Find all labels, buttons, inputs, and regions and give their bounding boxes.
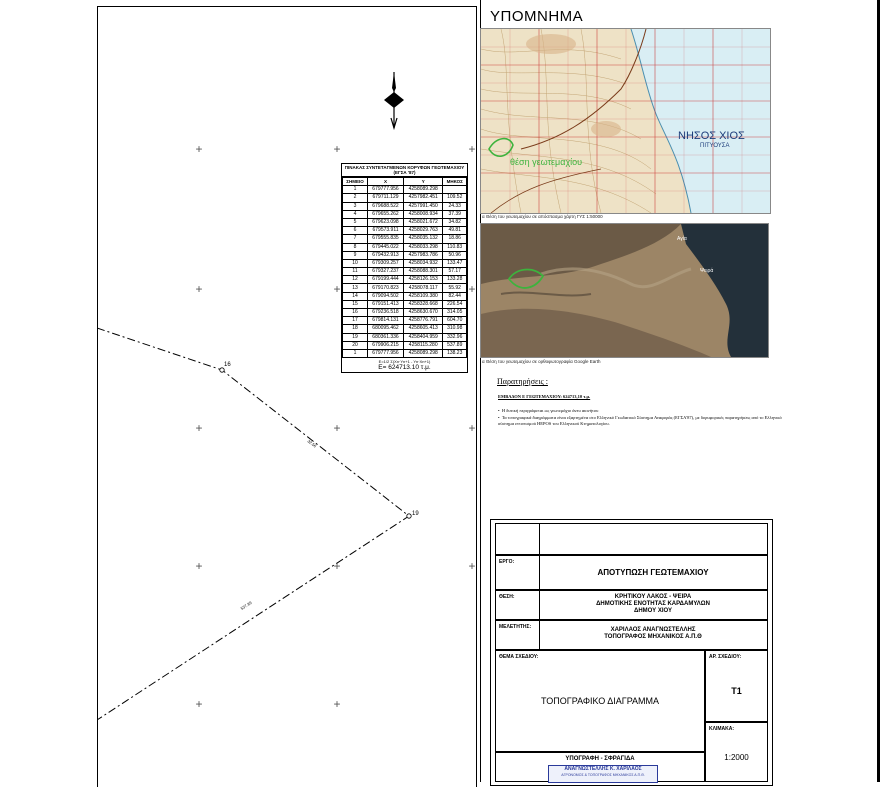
table-cell: 16 [343,309,368,317]
table-row [343,186,467,194]
grid-cross: + [195,559,203,573]
table-cell: 679906.215 [368,341,404,349]
satellite-image-graphic [481,224,768,357]
table-cell: 110.83 [443,243,467,251]
table-cell: 679814.131 [368,317,404,325]
table-cell: 1 [343,186,368,194]
island-sublabel: ΠΙΤΥΟΥΣΑ [700,143,730,149]
table-row [343,300,467,308]
grid-cross: + [333,559,341,573]
table-cell: 7 [343,235,368,243]
notes-bullet: • Η δυτική περιγράφεται ως γεωτεμάχιο άνευ ακινήτου [498,408,599,413]
table-cell: 4 [343,210,368,218]
table-row [343,268,467,276]
table-cell: 4258029.763 [404,227,443,235]
grid-cross: + [195,421,203,435]
table-row [343,284,467,292]
table-cell: 19 [343,333,368,341]
table-cell: 679432.913 [368,251,404,259]
boundary-label: θέση γεωτεμαχίου [510,157,583,167]
table-cell: 4258088.301 [404,268,443,276]
distance-label: 537.89 [239,600,253,611]
stamp-line: ΑΝΑΓΝΩΣΤΕΛΛΗΣ Κ. ΧΑΡΙΛΑΟΣ [564,766,642,772]
grid-cross: + [333,697,341,711]
table-cell: 537.89 [443,341,467,349]
table-cell: 34.82 [443,218,467,226]
table-row [343,333,467,341]
table-row [343,210,467,218]
table-cell: 4258630.670 [404,309,443,317]
scale-value: 1:2000 [724,753,749,762]
table-cell: 679199.444 [368,276,404,284]
table-row [343,235,467,243]
table-cell: 679573.911 [368,227,404,235]
table-cell: 4258126.153 [404,276,443,284]
table-cell: 15 [343,300,368,308]
grid-cross: + [468,282,476,296]
area-formula: E=1/2 Σ(Xn·Yn+1 - Yn·Xn+1) [378,359,431,365]
table-cell: 10 [343,259,368,267]
grid-cross: + [333,282,341,296]
point-16-label: 16 [224,362,231,368]
table-row [343,276,467,284]
table-cell: 49.81 [443,227,467,235]
table-cell: 4258008.934 [404,210,443,218]
table-cell: 679777.956 [368,349,404,357]
designer-label: ΜΕΛΕΤΗΤΗΣ: [499,624,532,630]
table-row [343,349,467,357]
table-cell: 3 [343,202,368,210]
satellite-caption: α Θέση του γεωτεμαχίου σε ορθοφωτογραφία Google Earth [482,359,601,364]
distance-label: 32.56 [306,438,318,449]
scale-cell [705,722,768,782]
table-cell: 18 [343,325,368,333]
satellite-map [480,223,769,358]
point-19-label: 19 [412,511,419,517]
signature-cell [495,752,705,782]
table-cell: 17 [343,317,368,325]
table-cell: 4258776.791 [404,317,443,325]
grid-cross: + [195,697,203,711]
legend-title: ΥΠΟΜΝΗΜΑ [490,8,584,25]
table-cell: 133.28 [443,276,467,284]
table-cell: 4258034.932 [404,259,443,267]
location-label: ΘΕΣΗ: [499,594,515,600]
table-cell: 12 [343,276,368,284]
table-cell: 8 [343,243,368,251]
location-line: ΔΗΜΟΤΙΚΗΣ ΕΝΟΤΗΤΑΣ ΚΑΡΔΑΜΥΛΩΝ [596,601,710,607]
table-cell [443,186,467,194]
table-cell: 679777.956 [368,186,404,194]
table-row [343,259,467,267]
grid-cross: + [333,421,341,435]
designer-cell [495,620,768,650]
table-cell: 4258035.132 [404,235,443,243]
table-cell: 4258115.280 [404,341,443,349]
table-cell: 4258078.117 [404,284,443,292]
table-cell: 680095.462 [368,325,404,333]
designer-line: ΧΑΡΙΛΑΟΣ ΑΝΑΓΝΩΣΤΕΛΛΗΣ [610,627,696,633]
table-cell: 679170.823 [368,284,404,292]
table-cell: 679309.257 [368,259,404,267]
table-row [343,227,467,235]
table-cell: 4258605.413 [404,325,443,333]
topographic-map-graphic [481,29,770,213]
table-cell: 133.47 [443,259,467,267]
table-cell: 6 [343,227,368,235]
table-cell: 82.44 [443,292,467,300]
title-block-header [495,523,768,555]
table-row [343,251,467,259]
drawing-topic-value: ΤΟΠΟΓΡΑΦΙΚΟ ΔΙΑΓΡΑΜΜΑ [540,696,660,706]
notes-bullet: • Τα τοπογραφικά διαγράμματα είναι εξαρτημένα στο Ελληνικό Γεωδαιτικό Σύστημα Αναφοράς (ΕΓΣΑ'87), με δορυφορικές παρατηρήσεις από το Ελληνικό σύστημα εντοπισμού HEPOS του Ελληνικού Κτηματολογίου. [498,415,782,426]
title-block [490,519,773,786]
table-cell: 314.05 [443,309,467,317]
table-cell: 37.39 [443,210,467,218]
table-cell: 4258089.298 [404,349,443,357]
table-cell: 4258328.668 [404,300,443,308]
table-row [343,202,467,210]
table-cell: 5 [343,218,368,226]
table-cell: 679655.262 [368,210,404,218]
table-cell: 332.96 [443,333,467,341]
stamp-line: ΑΓΡΟΝΟΜΟΣ & ΤΟΠΟΓΡΑΦΟΣ ΜΗΧΑΝΙΚΟΣ Α.Π.Θ. [561,773,645,777]
table-cell: 9 [343,251,368,259]
drawing-number-label: ΑΡ. ΣΧΕΔΙΟΥ: [709,654,742,660]
table-cell: 4257991.450 [404,202,443,210]
grid-cross: + [468,559,476,573]
table-cell: 2 [343,194,368,202]
table-cell: 57.17 [443,268,467,276]
notes-bullet-text: Η δυτική περιγράφεται ως γεωτεμάχιο άνευ ακινήτου [501,408,599,413]
grid-cross: + [333,142,341,156]
table-cell: 4258021.672 [404,218,443,226]
table-cell: 55.92 [443,284,467,292]
table-cell: 679151.413 [368,300,404,308]
coordinates-table-title: ΠΙΝΑΚΑΣ ΣΥΝΤΕΤΑΓΜΕΝΩΝ ΚΟΡΥΦΩΝ ΓΕΩΤΕΜΑΧΙΟΥ (ΕΓΣΑ '87) [342,164,467,177]
grid-cross: + [195,282,203,296]
satellite-label: Ψειρά [700,268,714,274]
notes-bullet-text: Τα τοπογραφικά διαγράμματα είναι εξαρτημένα στο Ελληνικό Γεωδαιτικό Σύστημα Αναφοράς (ΕΓΣΑ'87), με δορυφορικές παρατηρήσεις από το Ελληνικό σύστημα εντοπισμού HEPOS του Ελληνικού Κτηματολογίου. [498,415,782,426]
table-cell: 679094.502 [368,292,404,300]
table-cell: 226.54 [443,300,467,308]
table-row [343,194,467,202]
grid-cross: + [468,421,476,435]
table-cell: 679688.522 [368,202,404,210]
table-cell: 4257982.451 [404,194,443,202]
project-value: ΑΠΟΤΥΠΩΣΗ ΓΕΩΤΕΜΑΧΙΟΥ [597,568,709,577]
notes-title: Παρατηρήσεις : [497,377,548,386]
topographic-map [480,28,771,214]
table-cell: 11 [343,268,368,276]
coordinates-grid [342,177,467,358]
topo-map-caption: α Θέση του γεωτεμαχίου σε απόσπασμα χάρτη ΓΥΣ 1:50000 [482,214,603,219]
table-cell: 13 [343,284,368,292]
coord-header-cell: ΜΗΚΟΣ [443,178,467,186]
table-row [343,218,467,226]
table-cell: 1 [343,349,368,357]
table-row [343,292,467,300]
signature-stamp [548,765,658,783]
grid-cross: + [195,142,203,156]
scale-label: ΚΛΙΜΑΚΑ: [709,726,734,732]
table-row [343,325,467,333]
drawing-number-cell [705,650,768,722]
satellite-label: Αγία [677,236,687,242]
table-row [343,341,467,349]
table-cell: 679555.835 [368,235,404,243]
table-cell: 18.86 [443,235,467,243]
location-line: ΔΗΜΟΥ ΧΙΟΥ [634,608,672,614]
table-cell: 679623.098 [368,218,404,226]
table-cell: 4257983.786 [404,251,443,259]
signature-label: ΥΠΟΓΡΑΦΗ - ΣΦΡΑΓΙΔΑ [565,756,635,762]
table-cell: 4258404.959 [404,333,443,341]
table-row [343,243,467,251]
coord-header-cell: X [368,178,404,186]
notes-area-line: ΕΜΒΑΔΟΝ Ε ΓΕΩΤΕΜΑΧΙΟΥ: 624713,10 τ.μ. [498,394,591,399]
grid-cross: + [468,142,476,156]
table-cell: 109.52 [443,194,467,202]
project-cell [495,555,768,590]
table-cell: 679327.237 [368,268,404,276]
table-cell: 4258089.298 [404,186,443,194]
table-cell: 138.23 [443,349,467,357]
table-cell: 14 [343,292,368,300]
table-cell: 310.98 [443,325,467,333]
table-cell: 24.33 [443,202,467,210]
table-cell: 4258109.380 [404,292,443,300]
island-label: ΝΗΣΟΣ ΧΙΟΣ [678,130,745,142]
project-label: ΕΡΓΟ: [499,559,515,565]
drawing-topic-cell [495,650,705,752]
table-cell: 679236.518 [368,309,404,317]
location-cell [495,590,768,620]
table-cell: 680361.336 [368,333,404,341]
table-cell: 604.70 [443,317,467,325]
table-cell: 4258033.298 [404,243,443,251]
drawing-topic-label: ΘΕΜΑ ΣΧΕΔΙΟΥ: [499,654,539,660]
table-row [343,317,467,325]
table-cell: 679445.022 [368,243,404,251]
table-cell: 679711.129 [368,194,404,202]
drawing-number-value: T1 [731,686,742,696]
coordinates-table [341,163,468,373]
table-cell: 50.96 [443,251,467,259]
north-arrow-icon [382,70,406,130]
coord-header-cell: Y [404,178,443,186]
table-cell: 20 [343,341,368,349]
table-row [343,309,467,317]
coord-header-cell: ΣΗΜΕΙΟ [343,178,368,186]
area-value: E= 624713.10 τ.μ. [378,364,431,372]
designer-line: ΤΟΠΟΓΡΑΦΟΣ ΜΗΧΑΝΙΚΟΣ Α.Π.Θ [604,634,702,640]
location-line: ΚΡΗΤΙΚΟΥ ΛΑΚΟΣ - ΨΕΙΡΑ [614,594,692,600]
